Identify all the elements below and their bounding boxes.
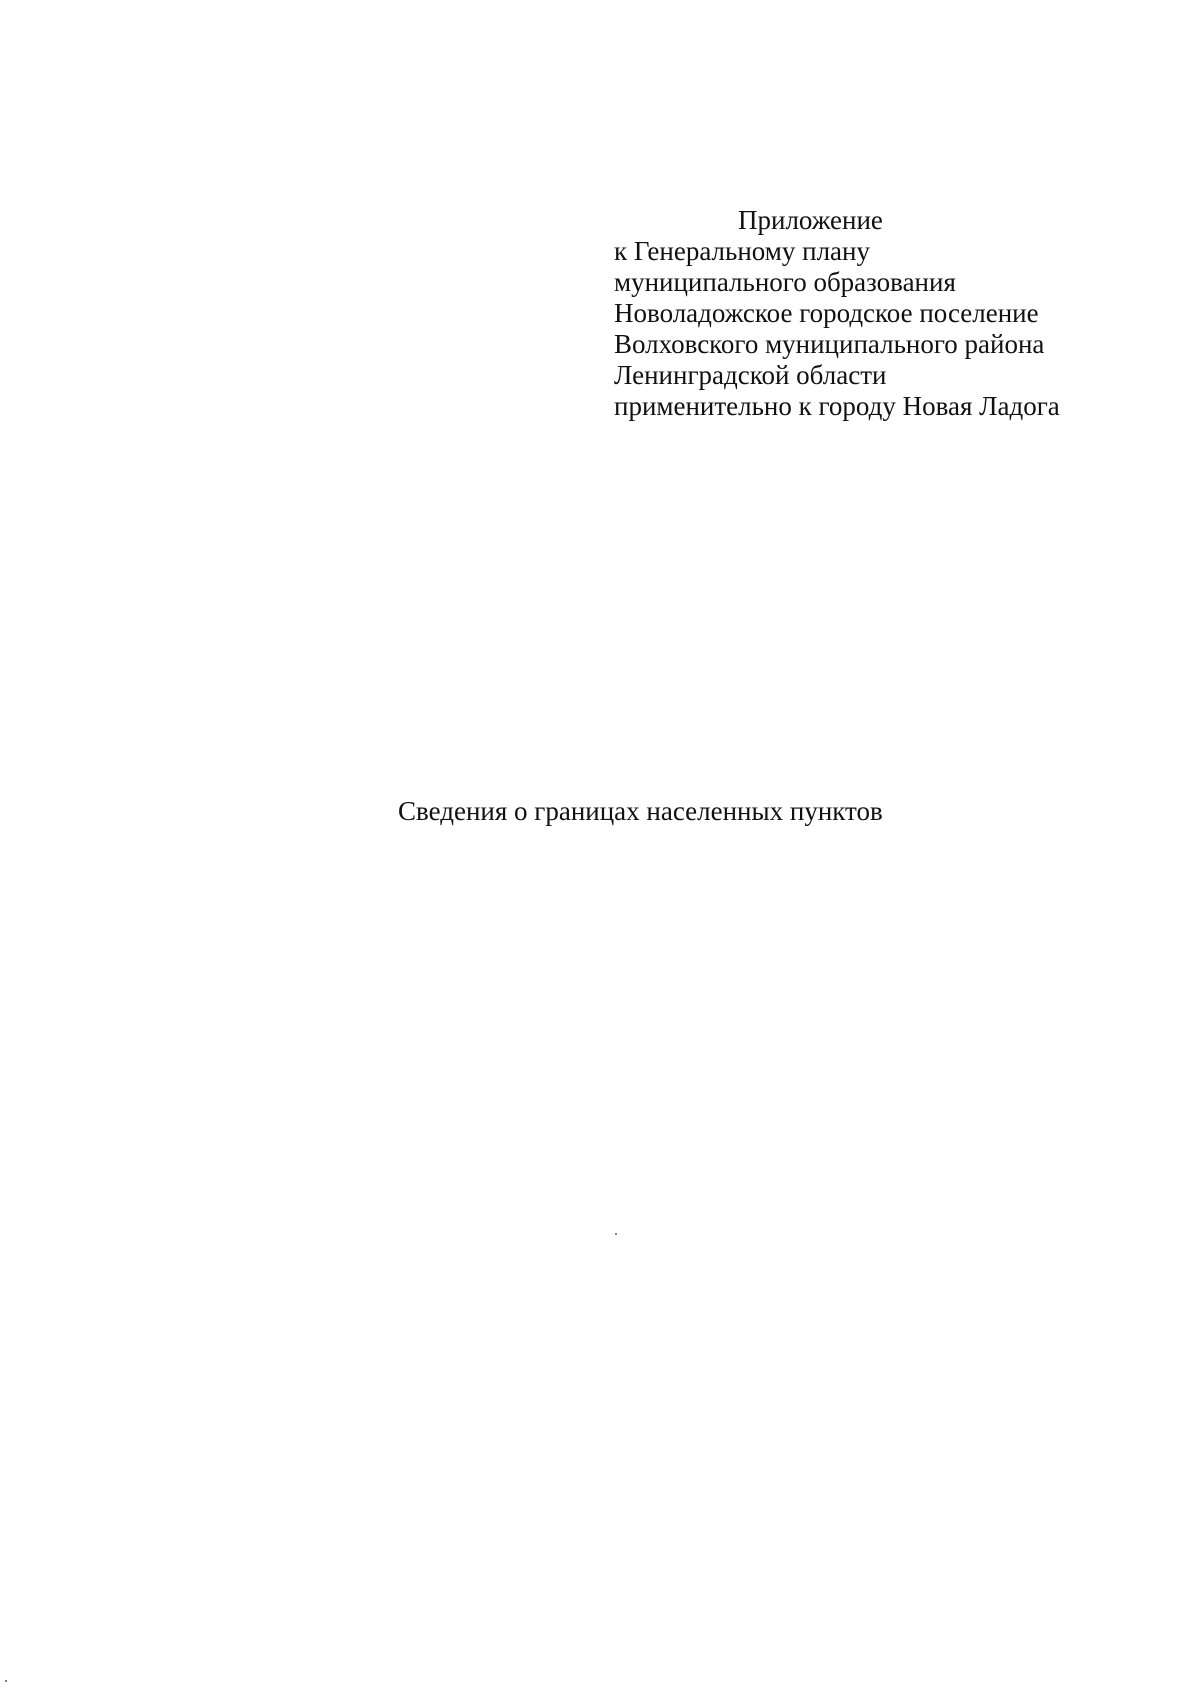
appendix-line-4: Волховского муниципального района	[614, 329, 1045, 359]
appendix-line-5: Ленинградской области	[614, 360, 887, 390]
appendix-line-2: муниципального образования	[614, 267, 956, 297]
appendix-line-1: к Генеральному плану	[614, 236, 870, 266]
scan-speck	[5, 1680, 7, 1682]
appendix-line-6: применительно к городу Новая Ладога	[614, 391, 1060, 421]
appendix-title: Приложение	[738, 205, 883, 235]
section-heading: Сведения о границах населенных пунктов	[398, 796, 883, 826]
appendix-lines	[614, 236, 1174, 422]
scan-speck	[615, 1233, 617, 1235]
appendix-block	[614, 205, 1174, 422]
appendix-line-3: Новоладожское городское поселение	[614, 298, 1039, 328]
